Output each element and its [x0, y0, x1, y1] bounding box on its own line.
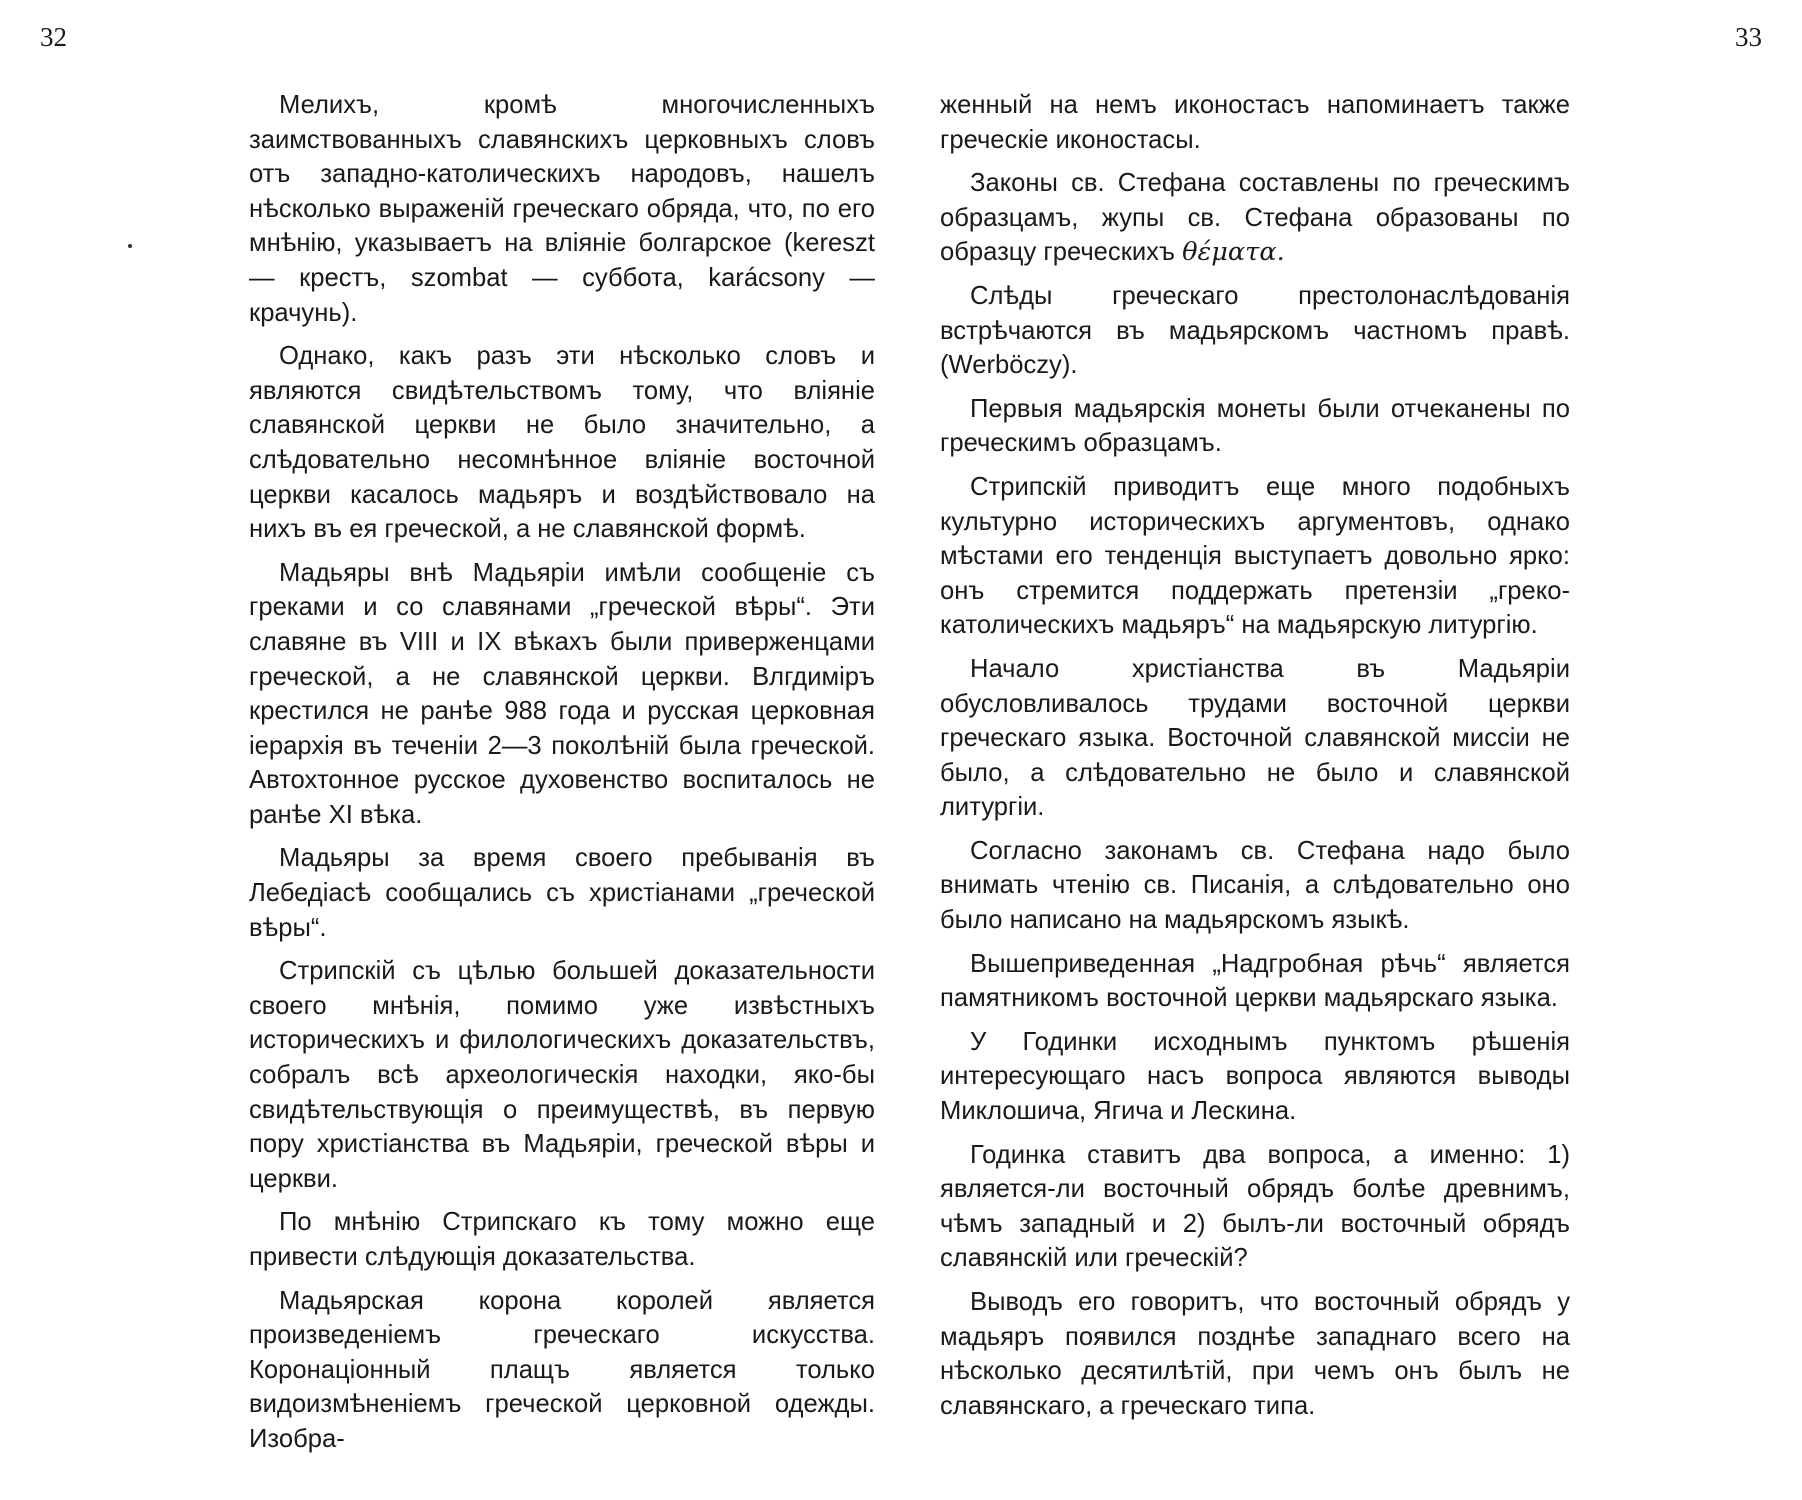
page-number-left: 32: [40, 22, 67, 52]
paragraph: Стрипскій приводитъ еще много подобныхъ культурно историческихъ аргументовъ, однако мѣстами его тенденція выступаетъ довольно ярко: онъ стремится поддержать претензіи „греко-католическихъ мадьяръ“ на мадьярскую литургію.: [940, 472, 1570, 640]
page-number-right: 33: [1735, 22, 1762, 52]
paragraph: Годинка ставитъ два вопроса, а именно: 1) является-ли восточный обрядъ болѣе древнимъ, чѣмъ западный и 2) былъ-ли восточный обрядъ славянскій или греческій?: [940, 1140, 1570, 1273]
paragraph: Однако, какъ разъ эти нѣсколько словъ и являются свидѣтельствомъ тому, что вліяніе славянской церкви не было значительно, а слѣдовательно несомнѣнное вліяніе восточной церкви касалось мадьяръ и воздѣйствовало на нихъ въ ея греческой, а не славянской формѣ.: [249, 342, 875, 544]
paragraph: Мадьяры за время своего пребыванія въ Лебедіасѣ сообщались съ христіанами „греческой вѣры“.: [249, 844, 875, 942]
paragraph: Выводъ его говоритъ, что восточный обрядъ у мадьяръ появился позднѣе западнаго всего на нѣсколько десятилѣтій, при чемъ онъ былъ не славянскаго, а греческаго типа.: [940, 1288, 1570, 1420]
scan-speck: [128, 244, 132, 248]
paragraph: У Годинки исходнымъ пунктомъ рѣшенія интересующаго насъ вопроса являются выводы Миклошича, Ягича и Лескина.: [940, 1027, 1570, 1126]
paragraph: Согласно законамъ св. Стефана надо было внимать чтенію св. Писанія, а слѣдовательно оно было написано на мадьярскомъ языкѣ.: [940, 836, 1570, 935]
paragraph: Стрипскій съ цѣлью большей доказательности своего мнѣнія, помимо уже извѣстныхъ историческихъ и филологическихъ доказательствъ, собралъ всѣ археологическія находки, яко-бы свидѣтельствующія о преимуществѣ, въ первую пору христіанства въ Мадьяріи, греческой вѣры и церкви.: [249, 957, 875, 1193]
paragraph: Слѣды греческаго престолонаслѣдованія встрѣчаются въ мадьярскомъ частномъ правѣ. (Werböczy).: [940, 281, 1570, 380]
right-page-column: [940, 88, 1570, 1432]
greek-word: θέματα.: [1182, 237, 1285, 268]
paragraph: Мадьярская корона королей является произведеніемъ греческаго искусства. Коронаціонный плащъ является только видоизмѣненіемъ греческой церковной одежды. Изобра-: [249, 1286, 875, 1453]
paragraph: По мнѣнію Стрипскаго къ тому можно еще привести слѣдующія доказательства.: [249, 1208, 875, 1271]
continued-paragraph: женный на немъ иконостасъ напоминаетъ также греческіе иконостасы.: [940, 91, 1570, 154]
left-page-column: [249, 88, 875, 1466]
paragraph: Мелихъ, кромѣ многочисленныхъ заимствованныхъ славянскихъ церковныхъ словъ отъ западно-католическихъ народовъ, нашелъ нѣсколько выраженій греческаго обряда, что, по его мнѣнію, указываетъ на вліяніе болгарское (kereszt — крестъ, szombat — суббота, karácsony — крачунь).: [249, 91, 875, 327]
paragraph: Вышеприведенная „Надгробная рѣчь“ является памятникомъ восточной церкви мадьярскаго языка.: [940, 949, 1570, 1013]
paragraph: Начало христіанства въ Мадьяріи обусловливалось трудами восточной церкви греческаго языка. Восточной славянской миссіи не было, а слѣдовательно не было и славянской литургіи.: [940, 654, 1570, 822]
paragraph: Мадьяры внѣ Мадьяріи имѣли сообщеніе съ греками и со славянами „греческой вѣры“. Эти славяне въ VIII и IX вѣкахъ были приверженцами греческой, а не славянской церкви. Влгдиміръ крестился не ранѣе 988 года и русская церковная іерархія въ теченіи 2—3 поколѣній была греческой. Автохтонное русское духовенство воспиталось не ранѣе XI вѣка.: [249, 558, 875, 829]
laws-text: Законы св. Стефана составлены по греческимъ образцамъ, жупы св. Стефана образованы по образцу греческихъ: [940, 169, 1570, 267]
paragraph-laws: [940, 166, 1570, 270]
paragraph: Первыя мадьярскія монеты были отчеканены по греческимъ образцамъ.: [940, 394, 1570, 458]
